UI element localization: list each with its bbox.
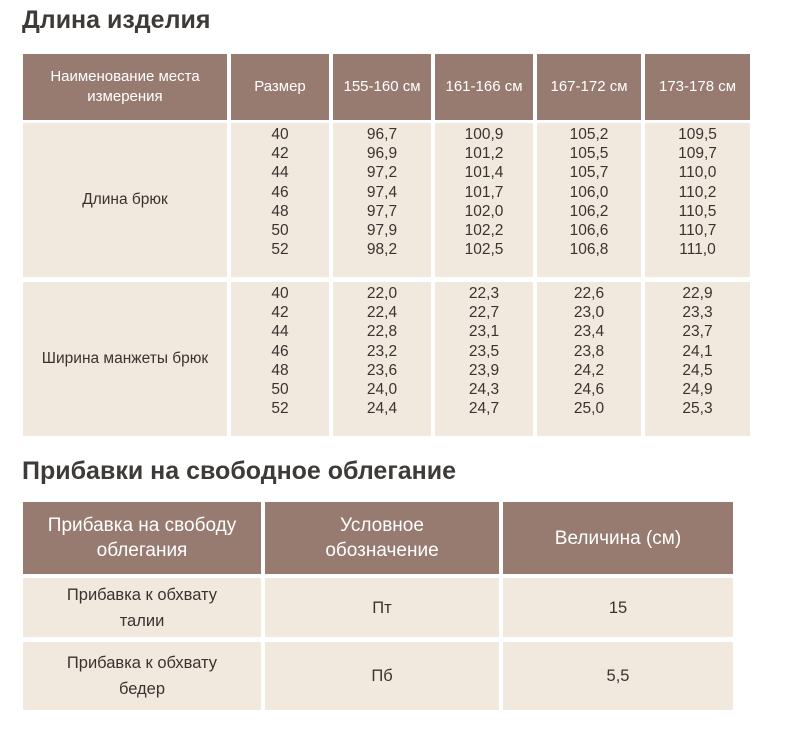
- allowance-waist-value: 15: [503, 578, 733, 637]
- table-cell: 24,5: [682, 361, 713, 379]
- table-cell: 96,7: [366, 126, 398, 143]
- table-cell: 23,2: [366, 342, 398, 360]
- group2-col-161-166: [435, 282, 533, 436]
- group2-size-column: [231, 282, 329, 436]
- table-cell: 24,2: [573, 361, 605, 379]
- table-cell: 109,7: [678, 145, 717, 163]
- table-cell: 50: [271, 381, 289, 399]
- table-cell: 42: [271, 304, 289, 322]
- table-cell: 96,9: [366, 145, 398, 163]
- table-cell: 101,7: [464, 183, 504, 201]
- table-cell: 23,6: [366, 361, 398, 379]
- table-cell: 48: [271, 202, 289, 220]
- table-cell: 24,4: [366, 400, 398, 418]
- table-cell: 25,3: [682, 400, 713, 418]
- table-cell: 23,3: [682, 304, 713, 322]
- group2-col-167-172: [537, 282, 641, 436]
- table-cell: 23,4: [573, 323, 605, 341]
- table-cell: 100,9: [464, 126, 504, 143]
- size-length-heading: Длина изделия: [22, 6, 211, 34]
- table-cell: 25,0: [573, 400, 605, 418]
- table-cell: 22,3: [468, 285, 500, 302]
- table-cell: 46: [271, 342, 289, 360]
- group1-col-161-166: [435, 123, 533, 277]
- table-cell: 24,7: [468, 400, 500, 418]
- table-cell: 40: [271, 285, 289, 302]
- header-measurement-name: Наименование места измерения: [23, 54, 227, 120]
- table-cell: 24,9: [682, 381, 713, 399]
- table-cell: 111,0: [679, 241, 716, 259]
- table-cell: 22,7: [468, 304, 500, 322]
- table-cell: 106,2: [569, 202, 609, 220]
- table-cell: 110,2: [678, 183, 717, 201]
- table-cell: 23,5: [468, 342, 500, 360]
- header-height-155-160: 155-160 см: [333, 54, 431, 120]
- header-height-167-172: 167-172 см: [537, 54, 641, 120]
- header-height-173-178: 173-178 см: [645, 54, 750, 120]
- table-cell: 110,7: [678, 222, 717, 240]
- table-cell: 42: [271, 145, 289, 163]
- table-cell: 24,6: [573, 381, 605, 399]
- table-cell: 101,2: [464, 145, 504, 163]
- allowance-hips-label: Прибавка к обхвату бедер: [23, 642, 261, 710]
- table-cell: 102,0: [464, 202, 504, 220]
- table-cell: 52: [271, 400, 289, 418]
- table-cell: 98,2: [366, 241, 398, 259]
- header-allowance: Прибавка на свободу облегания: [23, 502, 261, 574]
- group1-col-173-178: [645, 123, 750, 277]
- table-cell: 22,4: [366, 304, 398, 322]
- table-cell: 105,7: [569, 164, 609, 182]
- table-cell: 23,7: [682, 323, 713, 341]
- table-cell: 23,1: [468, 323, 500, 341]
- table-cell: 24,1: [682, 342, 713, 360]
- table-cell: 110,0: [678, 164, 717, 182]
- table-cell: 102,2: [464, 222, 504, 240]
- group-label-cuff-width: Ширина манжеты брюк: [23, 282, 227, 436]
- table-cell: 109,5: [678, 126, 717, 143]
- table-cell: 40: [271, 126, 289, 143]
- table-cell: 105,2: [569, 126, 609, 143]
- table-cell: 102,5: [464, 241, 504, 259]
- table-cell: 52: [271, 241, 289, 259]
- table-cell: 97,4: [366, 183, 398, 201]
- table-cell: 44: [271, 323, 289, 341]
- table-cell: 101,4: [464, 164, 504, 182]
- group1-size-column: [231, 123, 329, 277]
- table-cell: 110,5: [678, 202, 717, 220]
- table-cell: 24,3: [468, 381, 500, 399]
- table-cell: 97,7: [366, 202, 398, 220]
- ease-allowances-heading: Прибавки на свободное облегание: [22, 457, 457, 485]
- group2-col-155-160: [333, 282, 431, 436]
- table-cell: 22,0: [366, 285, 398, 302]
- table-cell: 97,9: [366, 222, 398, 240]
- header-height-161-166: 161-166 см: [435, 54, 533, 120]
- header-size: Размер: [231, 54, 329, 120]
- table-cell: 24,0: [366, 381, 398, 399]
- allowance-hips-value: 5,5: [503, 642, 733, 710]
- group-label-trouser-length: Длина брюк: [23, 123, 227, 277]
- table-cell: 48: [271, 361, 289, 379]
- allowance-waist-symbol: Пт: [265, 578, 499, 637]
- group2-col-173-178: [645, 282, 750, 436]
- table-cell: 22,6: [573, 285, 605, 302]
- table-cell: 46: [271, 183, 289, 201]
- allowance-waist-label: Прибавка к обхвату талии: [23, 578, 261, 637]
- table-cell: 23,0: [573, 304, 605, 322]
- table-cell: 22,9: [682, 285, 713, 302]
- table-cell: 44: [271, 164, 289, 182]
- header-symbol: Условное обозначение: [265, 502, 499, 574]
- table-cell: 105,5: [569, 145, 609, 163]
- table-cell: 50: [271, 222, 289, 240]
- table-cell: 106,6: [569, 222, 609, 240]
- table-cell: 23,8: [573, 342, 605, 360]
- table-cell: 23,9: [468, 361, 500, 379]
- table-cell: 106,8: [569, 241, 609, 259]
- table-cell: 106,0: [569, 183, 609, 201]
- table-cell: 97,2: [366, 164, 398, 182]
- header-value-cm: Величина (см): [503, 502, 733, 574]
- allowance-hips-symbol: Пб: [265, 642, 499, 710]
- table-cell: 22,8: [366, 323, 398, 341]
- group1-col-167-172: [537, 123, 641, 277]
- group1-col-155-160: [333, 123, 431, 277]
